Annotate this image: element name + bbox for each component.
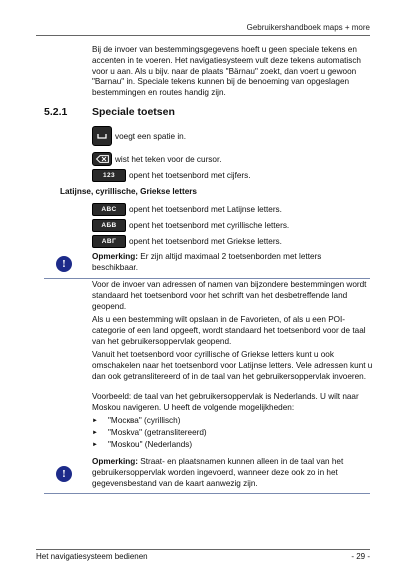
note-body: Er zijn altijd maximaal 2 toetsenborden met letters beschikbaar. [92, 252, 322, 272]
paragraph: Vanuit het toetsenbord voor cyrillische of Griekse letters kunt u ook omschakelen naar het toetsenbord voor Latijnse letters. Vele adressen kunt u dan ook getranslitereerd of in de taal van het gebruikersoppervlak invoeren. [92, 350, 373, 381]
intro-paragraph: Bij de invoer van bestemmingsgegevens hoeft u geen speciale tekens en accenten in te voeren. Het navigatiesysteem vult deze tekens automatisch voor u aan. Als u bijv. naar de plaats "Bärnau" zoekt, dan voert u gewoon "Barnau" in. Speciale tekens kunnen bij de benoeming van opgeslagen bestemmingen en routes handig zijn. [92, 45, 361, 98]
list-item-text: "Moskva" (getranslitereerd) [108, 428, 207, 437]
latin-key-icon: ABC [92, 203, 126, 216]
numbers-key-row [92, 169, 251, 182]
space-key-row [92, 126, 186, 146]
paragraph: Als u een bestemming wilt opslaan in de Favorieten, of als u een POI-categorie of een land opgeeft, wordt standaard het toetsenbord voor de taal van het gebruikersoppervlak geopend. [92, 315, 366, 346]
cyrillic-key-row [92, 219, 289, 232]
page-header [0, 0, 416, 40]
latin-key-text: opent het toetsenbord met Latijnse letters. [129, 205, 282, 214]
bullet-arrow-icon: ► [92, 418, 98, 424]
backspace-key-text: wist het teken voor de cursor. [115, 154, 222, 164]
list-item-text: "Москва" (cyrillisch) [108, 416, 181, 425]
note-text [92, 252, 368, 274]
note-text [92, 457, 368, 489]
backspace-key-row [92, 152, 222, 166]
list-item [92, 428, 207, 439]
info-icon: ! [56, 466, 72, 482]
header-title: Gebruikershandboek maps + more [246, 23, 370, 32]
greek-key-row [92, 235, 282, 248]
paragraph: Voor de invoer van adressen of namen van bijzondere bestemmingen wordt standaard het toetsenbord voor het schrift van het desbetreffende land geopend. [92, 280, 367, 311]
space-key-icon [92, 126, 112, 146]
greek-key-text: opent het toetsenbord met Griekse letters. [129, 237, 282, 246]
list-item-text: "Moskou" (Nederlands) [108, 440, 193, 449]
latin-key-row [92, 203, 282, 216]
note-box [44, 455, 370, 494]
bullet-arrow-icon: ► [92, 430, 98, 436]
list-item [92, 416, 180, 427]
info-icon: ! [56, 256, 72, 272]
footer-chapter: Het navigatiesysteem bedienen [36, 552, 148, 561]
note-label: Opmerking: [92, 252, 138, 261]
note-label: Opmerking: [92, 457, 138, 466]
numbers-key-icon: 123 [92, 169, 126, 182]
page-number: - 29 - [351, 552, 370, 561]
note-box [44, 250, 370, 279]
section-title: Speciale toetsen [92, 106, 175, 118]
space-key-text: voegt een spatie in. [115, 131, 187, 141]
list-item [92, 440, 192, 451]
bullet-arrow-icon: ► [92, 442, 98, 448]
backspace-key-icon [92, 152, 112, 166]
paragraph: Voorbeeld: de taal van het gebruikersoppervlak is Nederlands. U wilt naar Moskou navigeren. U heeft de volgende mogelijkheden: [92, 392, 359, 412]
alphabets-heading: Latijnse, cyrillische, Griekse letters [60, 187, 197, 196]
greek-key-icon: ΑΒΓ [92, 235, 126, 248]
cyrillic-key-icon: АБВ [92, 219, 126, 232]
footer-rule [36, 549, 370, 550]
section-number: 5.2.1 [44, 106, 68, 118]
cyrillic-key-text: opent het toetsenbord met cyrillische letters. [129, 221, 290, 230]
note-body: Straat- en plaatsnamen kunnen alleen in de taal van het gebruikersoppervlak worden ingevoerd, wanneer deze ook zo in het gegevensbestand van de kaart aanwezig zijn. [92, 457, 344, 488]
numbers-key-text: opent het toetsenbord met cijfers. [129, 171, 251, 180]
header-rule [36, 35, 370, 36]
